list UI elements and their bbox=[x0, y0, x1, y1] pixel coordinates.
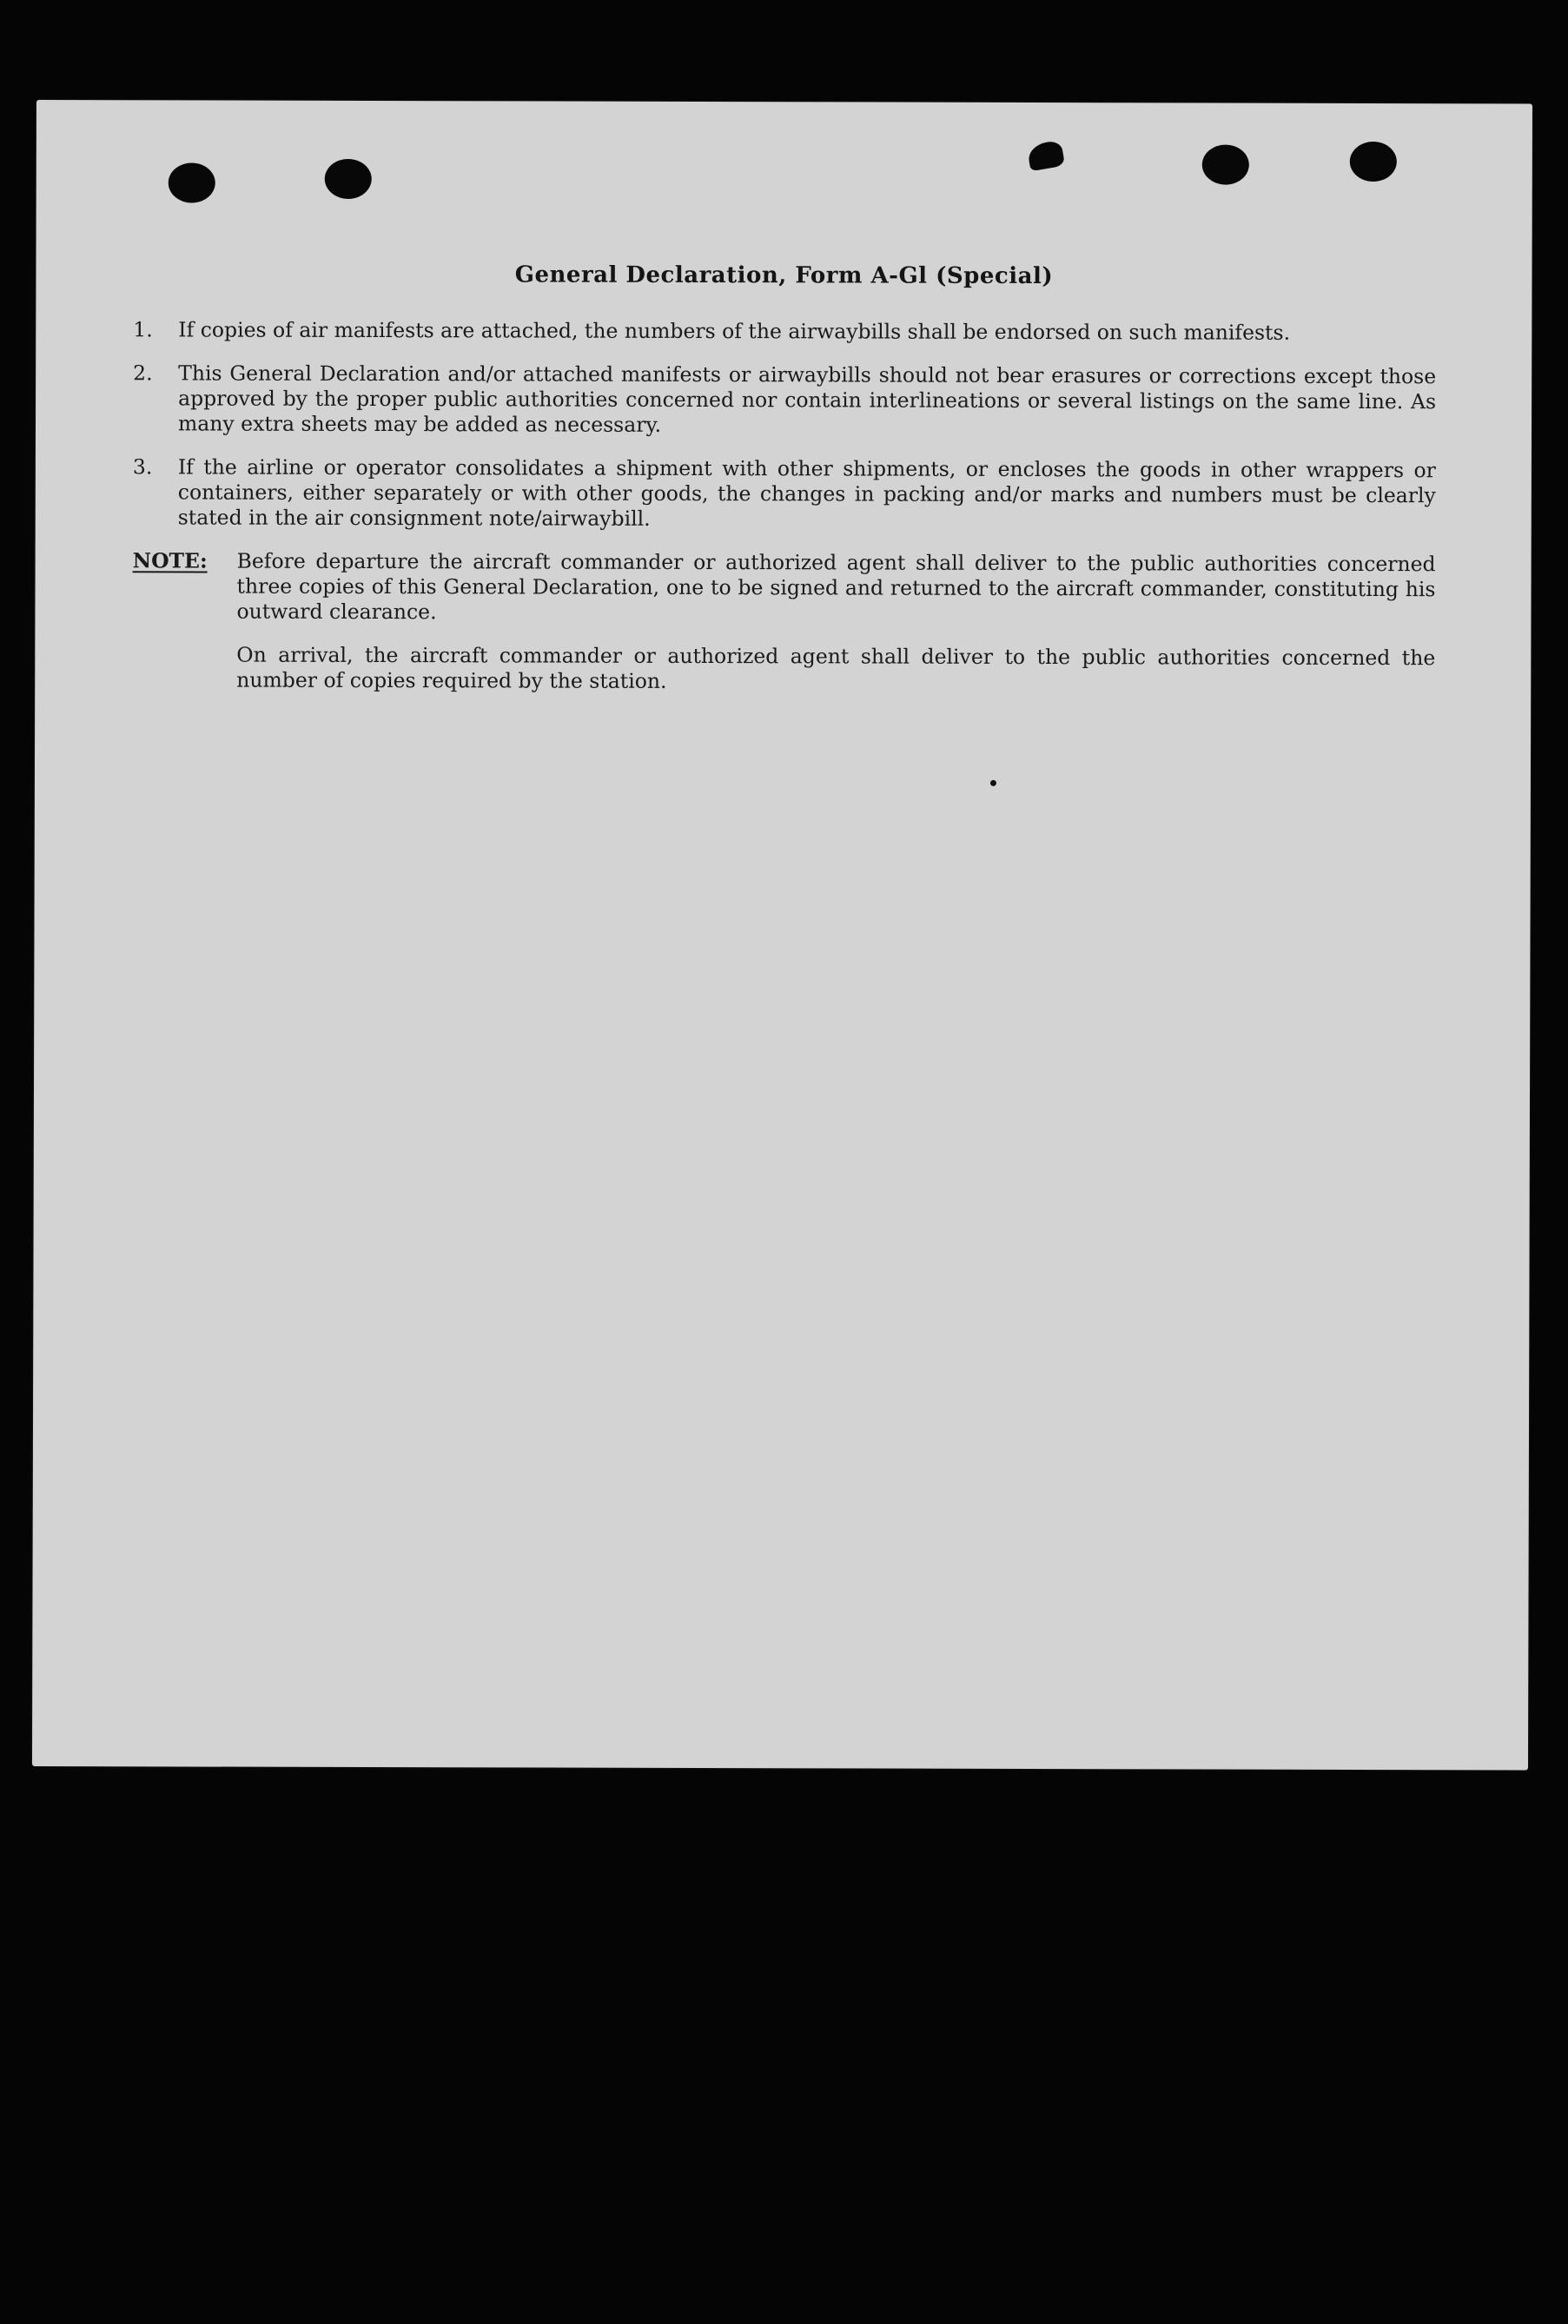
instructions-body bbox=[132, 317, 1436, 714]
note-section bbox=[132, 548, 1435, 714]
list-item bbox=[133, 454, 1436, 533]
item-text: If copies of air manifests are attached, the numbers of the airwaybills shall be endorsed on such manifests. bbox=[178, 317, 1291, 345]
item-number: 1. bbox=[133, 317, 153, 342]
punch-hole bbox=[325, 159, 372, 199]
document-title: General Declaration, Form A-Gl (Special) bbox=[514, 262, 1054, 290]
torn-punch-hole bbox=[1027, 140, 1066, 171]
note-label: NOTE: bbox=[132, 548, 208, 573]
note-paragraph: On arrival, the aircraft commander or authorized agent shall deliver to the public authorities concerned the number of copies required by the station. bbox=[236, 642, 1436, 693]
punch-hole bbox=[1202, 145, 1249, 185]
note-body bbox=[236, 549, 1435, 715]
item-text: This General Declaration and/or attached manifests or airwaybills should not bear erasures or corrections except those approved by the proper public authorities concerned nor contain interlineations or several listings on the same line. As many extra sheets may be added as necessary. bbox=[177, 361, 1437, 437]
list-item bbox=[133, 317, 1436, 346]
item-number: 3. bbox=[132, 454, 153, 480]
punch-hole bbox=[1350, 142, 1397, 182]
document-page bbox=[32, 100, 1532, 1771]
list-item bbox=[133, 361, 1436, 440]
ink-speck bbox=[990, 780, 996, 786]
punch-hole bbox=[169, 162, 215, 202]
note-paragraph: Before departure the aircraft commander or authorized agent shall deliver to the public authorities concerned three copies of this General Declaration, one to be signed and returned to the aircraft commander, constituting his outward clearance. bbox=[236, 548, 1436, 625]
item-text: If the airline or operator consolidates a shipment with other shipments, or encloses the goods in other wrappers or containers, either separately or with other goods, the changes in packing and/or marks and numbers must be clearly stated in the air consignment note/airwaybill. bbox=[177, 454, 1436, 531]
item-number: 2. bbox=[133, 361, 153, 386]
